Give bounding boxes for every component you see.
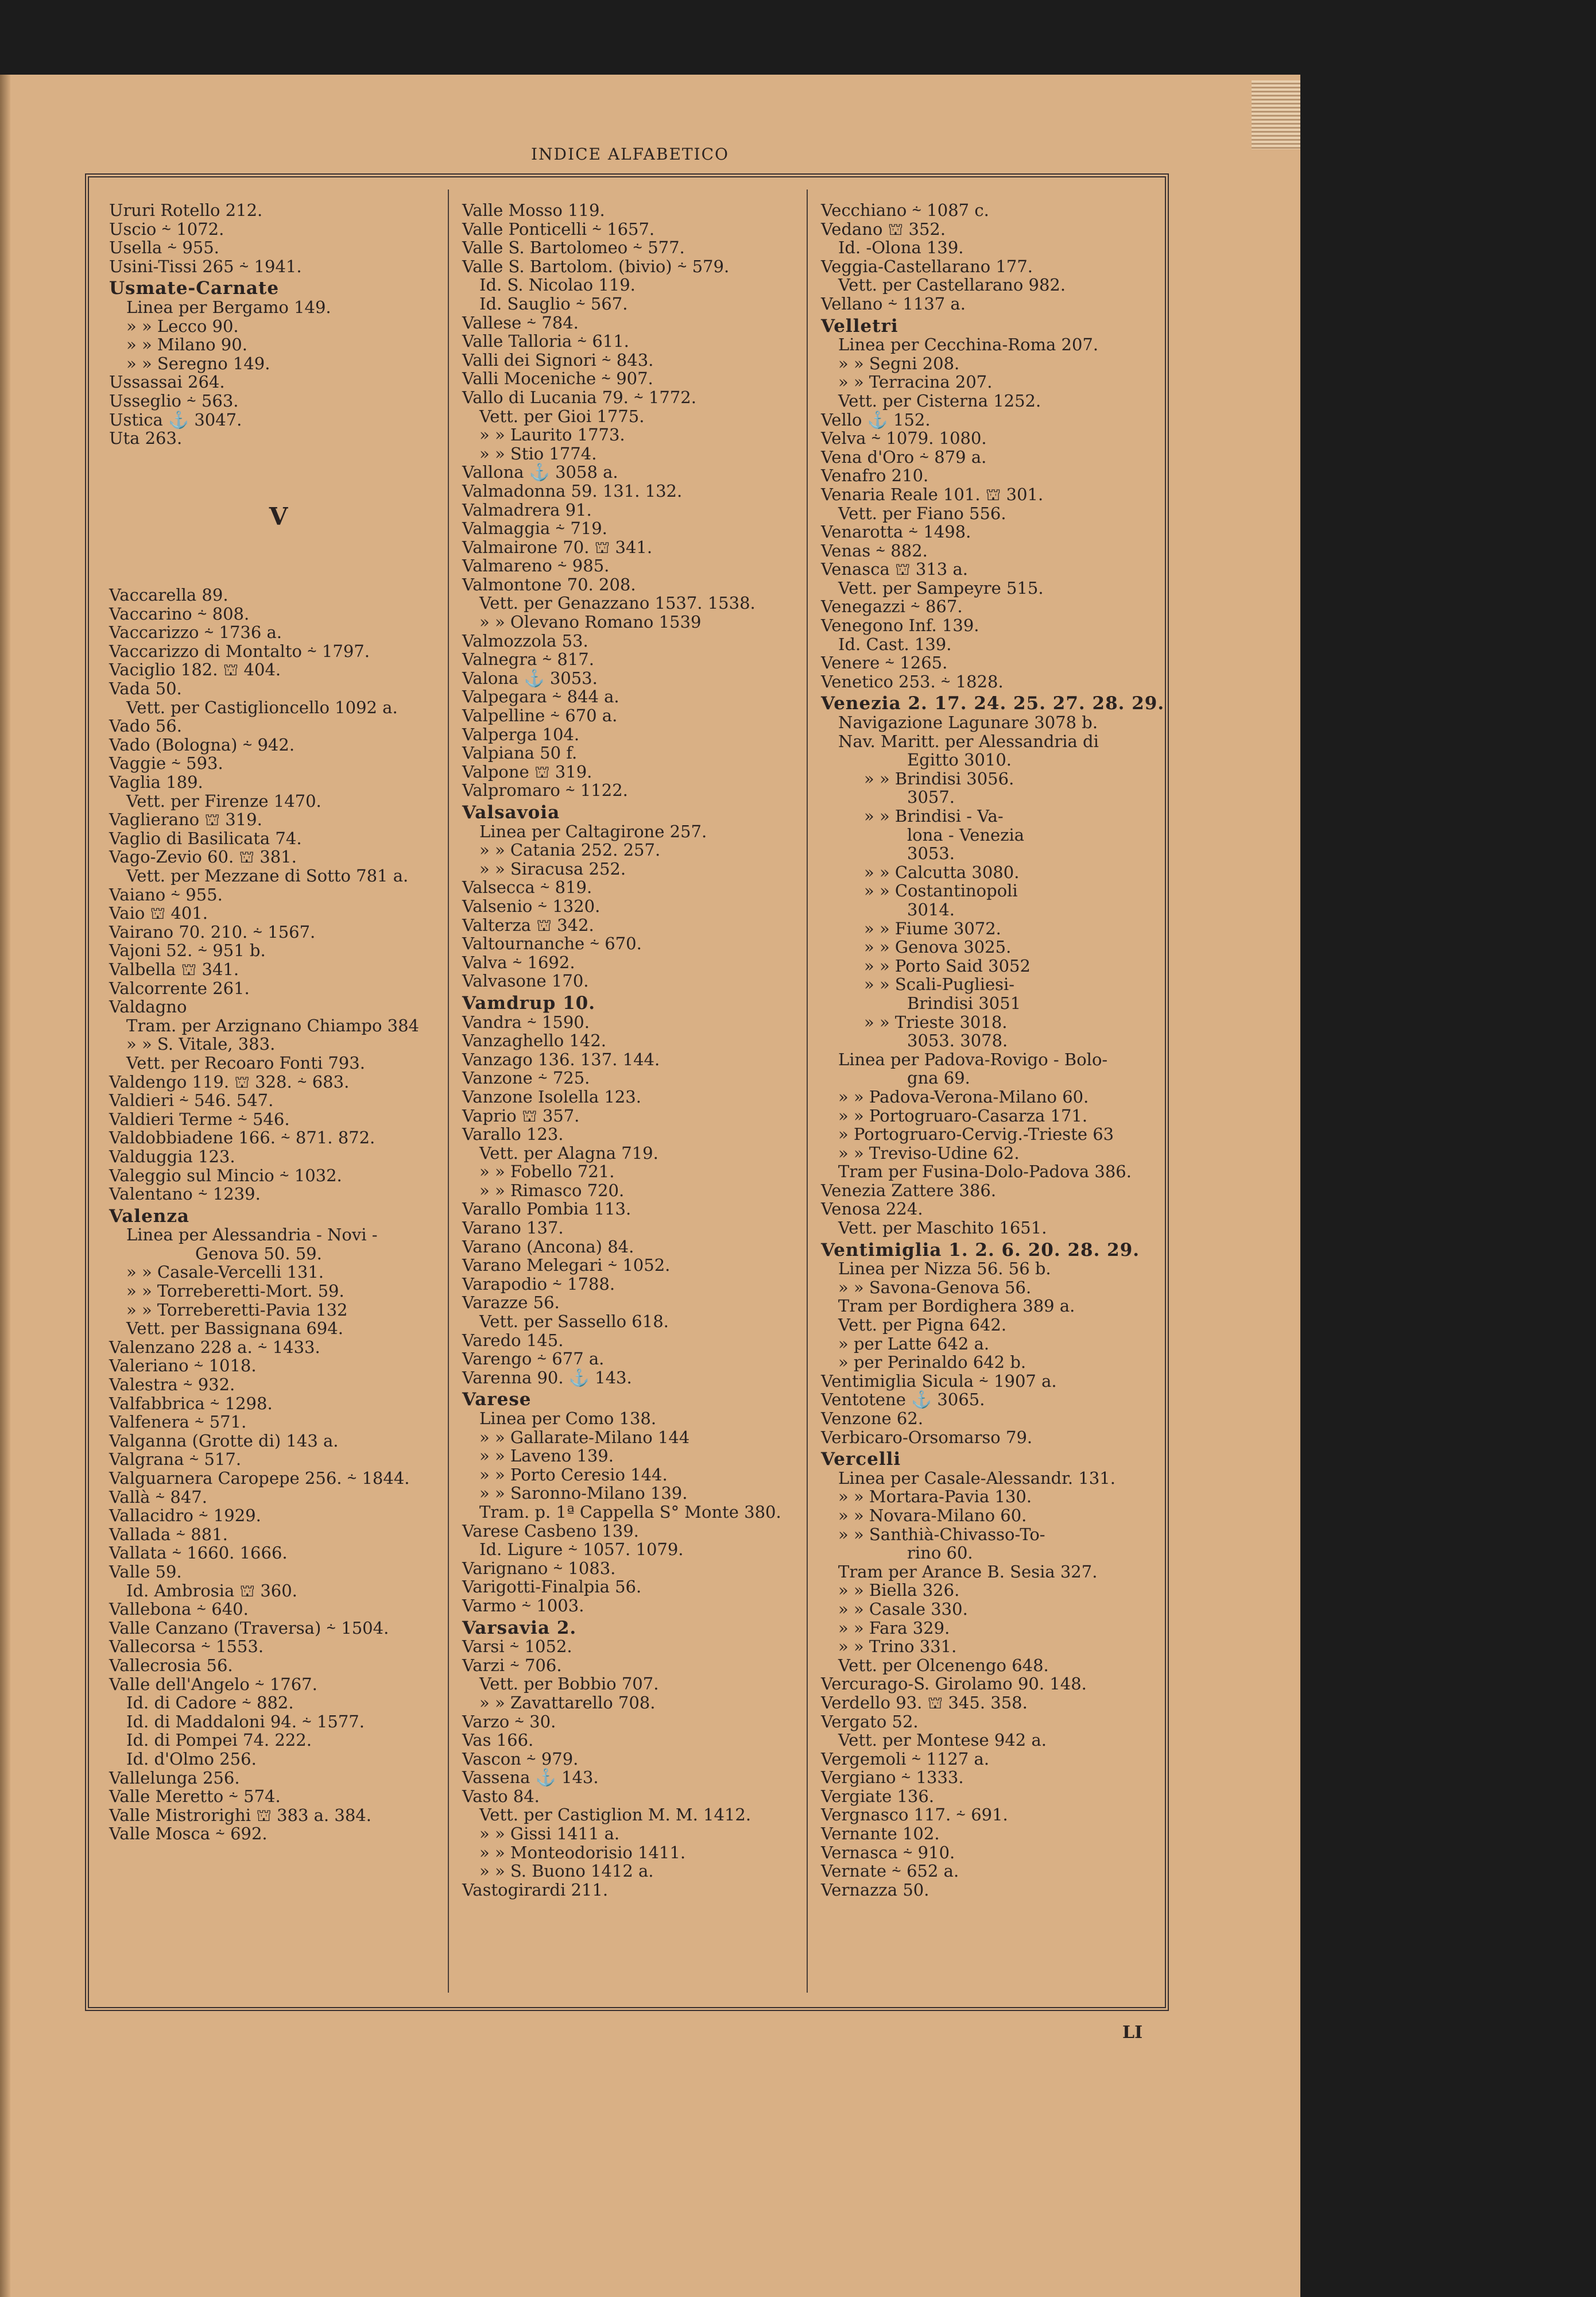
- index-entry: V: [269, 502, 288, 531]
- index-entry: Venezia Zattere 386.: [821, 1180, 997, 1200]
- index-entry: Vallà ⸞ 847.: [109, 1487, 207, 1507]
- index-entry: Valli Moceniche ⸞ 907.: [462, 369, 653, 389]
- index-entry: Valle Talloria ⸞ 611.: [462, 331, 629, 351]
- index-entry: Id. Ligure ⸞ 1057. 1079.: [479, 1540, 684, 1560]
- index-entry: Vernate ⸞ 652 a.: [821, 1861, 959, 1881]
- index-entry: » » Porto Ceresio 144.: [479, 1464, 668, 1484]
- index-entry: Vaiano ⸞ 955.: [109, 884, 223, 904]
- page-number: LI: [1122, 2023, 1143, 2043]
- index-entry: Valpegara ⸞ 844 a.: [462, 687, 619, 707]
- index-entry: » » Portogruaro-Casarza 171.: [838, 1105, 1088, 1126]
- index-entry: » » Fara 329.: [838, 1618, 950, 1638]
- index-entry: Vett. per Castellarano 982.: [838, 275, 1066, 295]
- index-entry: Verdello 93. ⛫ 345. 358.: [821, 1692, 1028, 1712]
- section-heading: Venezia 2. 17. 24. 25. 27. 28. 29.: [821, 693, 1165, 714]
- index-entry: Vecchiano ⸞ 1087 c.: [821, 200, 989, 220]
- index-entry: 3053.: [907, 844, 955, 864]
- index-entry: lona - Venezia: [907, 825, 1025, 845]
- index-entry: Varenna 90. ⚓ 143.: [462, 1367, 632, 1387]
- index-entry: Venasca ⛫ 313 a.: [821, 559, 968, 579]
- index-entry: » » Lecco 90.: [126, 316, 239, 336]
- index-entry: gna 69.: [907, 1068, 970, 1088]
- index-entry: Vada 50.: [109, 679, 182, 699]
- index-entry: Egitto 3010.: [907, 750, 1012, 770]
- index-entry: Vett. per Alagna 719.: [479, 1143, 658, 1163]
- index-entry: Vett. per Sampeyre 515.: [838, 578, 1044, 598]
- index-entry: Vassena ⚓ 143.: [462, 1768, 599, 1788]
- index-entry: Varese Casbeno 139.: [462, 1521, 639, 1541]
- index-entry: Vallata ⸞ 1660. 1666.: [109, 1543, 288, 1563]
- index-entry: Vett. per Castiglioncello 1092 a.: [126, 697, 398, 717]
- index-entry: [109, 466, 448, 485]
- index-entry: [109, 548, 448, 567]
- index-entry: Linea per Padova-Rovigo - Bolo-: [838, 1049, 1108, 1069]
- index-entry: Usella ⸞ 955.: [109, 238, 219, 258]
- index-entry: Vett. per Olcenengo 648.: [838, 1655, 1049, 1675]
- index-entry: Vett. per Maschito 1651.: [838, 1218, 1047, 1238]
- index-entry: Linea per Casale-Alessandr. 131.: [838, 1468, 1115, 1488]
- index-entry: Vago-Zevio 60. ⛫ 381.: [109, 847, 297, 867]
- index-entry: Venetico 253. ⸞ 1828.: [821, 671, 1004, 691]
- index-entry: » » Gissi 1411 a.: [479, 1824, 620, 1844]
- index-entry: » » Treviso-Udine 62.: [838, 1143, 1020, 1163]
- index-entry: Valva ⸞ 1692.: [462, 952, 575, 972]
- index-entry: Venaria Reale 101. ⛫ 301.: [821, 484, 1044, 504]
- index-entry: Vett. per Montese 942 a.: [838, 1730, 1047, 1750]
- index-entry: Varigotti-Finalpia 56.: [462, 1577, 642, 1597]
- index-entry: Vett. per Sassello 618.: [479, 1312, 669, 1332]
- index-entry: » » Segni 208.: [838, 353, 960, 373]
- index-entry: Tram per Arance B. Sesia 327.: [838, 1561, 1098, 1581]
- index-entry: » » Padova-Verona-Milano 60.: [838, 1086, 1089, 1107]
- index-entry: Ussassai 264.: [109, 372, 225, 392]
- index-entry: Venarotta ⸞ 1498.: [821, 522, 971, 542]
- index-entry: Ururi Rotello 212.: [109, 200, 263, 220]
- index-entry: Ustica ⚓ 3047.: [109, 409, 242, 430]
- index-entry: Vanzone ⸞ 725.: [462, 1068, 590, 1088]
- index-column-2: [462, 201, 801, 1899]
- section-heading: Varsavia 2.: [462, 1617, 577, 1638]
- index-entry: Valeggio sul Mincio ⸞ 1032.: [109, 1165, 342, 1185]
- index-entry: Vaccarizzo ⸞ 1736 a.: [109, 622, 282, 643]
- index-entry: Varsi ⸞ 1052.: [462, 1637, 572, 1657]
- index-entry: [109, 567, 448, 586]
- index-entry: » » Novara-Milano 60.: [838, 1505, 1027, 1525]
- index-entry: Usini-Tissi 265 ⸞ 1941.: [109, 256, 302, 276]
- index-entry: » » Brindisi 3056.: [864, 768, 1014, 788]
- index-entry: » » Trieste 3018.: [864, 1012, 1008, 1032]
- index-entry: Varallo Pombia 113.: [462, 1199, 632, 1219]
- index-entry: » Portogruaro-Cervig.-Trieste 63: [838, 1124, 1114, 1144]
- index-entry: Vett. per Cisterna 1252.: [838, 390, 1041, 411]
- index-entry: Valtournanche ⸞ 670.: [462, 934, 642, 954]
- index-entry: » per Perinaldo 642 b.: [838, 1352, 1026, 1372]
- index-entry: Vett. per Genazzano 1537. 1538.: [479, 593, 756, 613]
- index-entry: Navigazione Lagunare 3078 b.: [838, 713, 1098, 733]
- index-entry: Valle S. Bartolomeo ⸞ 577.: [462, 238, 685, 258]
- index-entry: Vaio ⛫ 401.: [109, 903, 208, 923]
- index-entry: » » Genova 3025.: [864, 937, 1012, 957]
- index-entry: Varazze 56.: [462, 1293, 560, 1313]
- index-entry: Varedo 145.: [462, 1330, 564, 1350]
- index-entry: Vernasca ⸞ 910.: [821, 1842, 955, 1862]
- index-entry: Vallecorsa ⸞ 1553.: [109, 1637, 264, 1657]
- index-entry: » » S. Buono 1412 a.: [479, 1861, 654, 1881]
- index-entry: Valmaggia ⸞ 719.: [462, 519, 607, 539]
- index-entry: Vellano ⸞ 1137 a.: [821, 293, 966, 314]
- index-entry: Vello ⚓ 152.: [821, 409, 931, 430]
- index-entry: Varapodio ⸞ 1788.: [462, 1274, 615, 1294]
- index-entry: Brindisi 3051: [907, 993, 1021, 1013]
- index-entry: Vergemoli ⸞ 1127 a.: [821, 1749, 990, 1769]
- index-entry: Tram per Fusina-Dolo-Padova 386.: [838, 1162, 1132, 1182]
- index-entry: Vett. per Firenze 1470.: [126, 791, 321, 811]
- index-entry: Vascon ⸞ 979.: [462, 1749, 579, 1769]
- column-separator: [448, 190, 449, 1993]
- index-entry: » » Rimasco 720.: [479, 1180, 625, 1200]
- index-entry: Valbella ⛫ 341.: [109, 959, 239, 979]
- index-entry: » » Porto Said 3052: [864, 956, 1031, 976]
- section-heading: Vercelli: [821, 1449, 901, 1470]
- index-entry: Valdieri Terme ⸞ 546.: [109, 1109, 290, 1129]
- index-entry: » » Savona-Genova 56.: [838, 1277, 1032, 1297]
- index-entry: » » Torreberetti-Pavia 132: [126, 1300, 348, 1320]
- index-entry: Vaccarizzo di Montalto ⸞ 1797.: [109, 641, 370, 661]
- index-entry: » » Laveno 139.: [479, 1446, 614, 1466]
- index-entry: 3057.: [907, 787, 955, 807]
- section-heading: Varese: [462, 1389, 532, 1410]
- index-entry: Vergato 52.: [821, 1711, 919, 1731]
- index-entry: Tram. p. 1ª Cappella S° Monte 380.: [479, 1502, 781, 1522]
- index-entry: » » Monteodorisio 1411.: [479, 1842, 686, 1862]
- index-entry: Valvasone 170.: [462, 971, 589, 991]
- index-entry: Valdieri ⸞ 546. 547.: [109, 1091, 274, 1111]
- index-entry: Valperga 104.: [462, 724, 580, 744]
- index-entry: Valduggia 123.: [109, 1146, 235, 1166]
- section-heading: Valenza: [109, 1205, 190, 1227]
- index-entry: Valguarnera Caropepe 256. ⸞ 1844.: [109, 1468, 410, 1488]
- index-entry: » » Costantinopoli: [864, 881, 1018, 901]
- index-entry: Valle 59.: [109, 1561, 182, 1581]
- index-entry: Tram per Bordighera 389 a.: [838, 1296, 1075, 1316]
- index-entry: Veggia-Castellarano 177.: [821, 256, 1033, 276]
- index-entry: Vett. per Bobbio 707.: [479, 1674, 659, 1694]
- index-entry: » » Trino 331.: [838, 1637, 957, 1657]
- index-entry: Valnegra ⸞ 817.: [462, 649, 594, 670]
- index-entry: Valle S. Bartolom. (bivio) ⸞ 579.: [462, 256, 730, 276]
- index-entry: Varengo ⸞ 677 a.: [462, 1349, 605, 1369]
- index-entry: Venzone 62.: [821, 1409, 924, 1428]
- index-entry: » » Scali-Pugliesi-: [864, 975, 1015, 995]
- index-entry: Valfabbrica ⸞ 1298.: [109, 1393, 273, 1413]
- index-entry: Varallo 123.: [462, 1124, 564, 1144]
- index-entry: Vaglierano ⛫ 319.: [109, 810, 262, 830]
- index-entry: Vett. per Gioi 1775.: [479, 406, 645, 426]
- index-entry: Vett. per Bassignana 694.: [126, 1318, 343, 1339]
- index-entry: Valmadrera 91.: [462, 500, 592, 520]
- index-entry: Vergnasco 117. ⸞ 691.: [821, 1805, 1008, 1825]
- index-entry: 3053. 3078.: [907, 1031, 1008, 1051]
- index-entry: » » Santhià-Chivasso-To-: [838, 1524, 1045, 1544]
- index-entry: Vado 56.: [109, 716, 182, 736]
- index-entry: Linea per Bergamo 149.: [126, 297, 331, 317]
- index-entry: Vasto 84.: [462, 1786, 540, 1806]
- index-entry: Vaccarella 89.: [109, 585, 228, 605]
- index-entry: [109, 448, 448, 467]
- index-entry: Valli dei Signori ⸞ 843.: [462, 350, 654, 370]
- index-entry: Valmadonna 59. 131. 132.: [462, 481, 683, 501]
- index-entry: Id. -Olona 139.: [838, 238, 964, 258]
- index-entry: Venas ⸞ 882.: [821, 540, 928, 560]
- index-entry: » » Zavattarello 708.: [479, 1692, 656, 1712]
- index-entry: Varano 137.: [462, 1218, 564, 1238]
- index-entry: » » Olevano Romano 1539: [479, 612, 702, 632]
- index-entry: » » Casale-Vercelli 131.: [126, 1262, 324, 1282]
- index-entry: Valmareno ⸞ 985.: [462, 556, 610, 576]
- index-entry: Linea per Como 138.: [479, 1409, 657, 1428]
- index-entry: Valpiana 50 f.: [462, 743, 578, 763]
- page-edges: [1252, 80, 1300, 149]
- index-entry: Valterza ⛫ 342.: [462, 915, 594, 935]
- index-entry: Valona ⚓ 3053.: [462, 668, 598, 688]
- index-entry: Valgrana ⸞ 517.: [109, 1449, 242, 1470]
- index-entry: Vaccarino ⸞ 808.: [109, 604, 250, 624]
- index-entry: Tram. per Arzignano Chiampo 384: [126, 1015, 420, 1035]
- index-entry: Valsenio ⸞ 1320.: [462, 896, 601, 916]
- index-entry: Vandra ⸞ 1590.: [462, 1012, 590, 1032]
- index-entry: Vanzone Isolella 123.: [462, 1086, 641, 1107]
- index-entry: Id. di Pompei 74. 222.: [126, 1730, 312, 1750]
- index-entry: Velva ⸞ 1079. 1080.: [821, 428, 987, 448]
- index-column-3: [821, 200, 1165, 1900]
- index-entry: Venegono Inf. 139.: [821, 616, 979, 636]
- index-entry: Vallo di Lucania 79. ⸞ 1772.: [462, 387, 696, 407]
- index-entry: » » Stio 1774.: [479, 443, 597, 463]
- index-entry: Vaglia 189.: [109, 772, 203, 792]
- index-entry: Vernante 102.: [821, 1824, 940, 1844]
- index-entry: Venafro 210.: [821, 466, 929, 486]
- index-entry: » » Brindisi - Va-: [864, 806, 1004, 826]
- index-entry: Valeriano ⸞ 1018.: [109, 1356, 257, 1376]
- index-entry: Vaggie ⸞ 593.: [109, 753, 223, 774]
- index-entry: Vallecrosia 56.: [109, 1655, 233, 1675]
- index-entry: Vaprio ⛫ 357.: [462, 1105, 580, 1126]
- index-entry: » » S. Vitale, 383.: [126, 1034, 276, 1054]
- index-entry: Vena d'Oro ⸞ 879 a.: [821, 447, 987, 467]
- index-entry: Valle dell'Angelo ⸞ 1767.: [109, 1674, 317, 1694]
- index-entry: » » Laurito 1773.: [479, 425, 625, 445]
- index-entry: Vett. per Castiglion M. M. 1412.: [479, 1805, 751, 1825]
- index-entry: Id. S. Nicolao 119.: [479, 275, 636, 295]
- index-entry: Ventotene ⚓ 3065.: [821, 1390, 985, 1410]
- index-entry: Valganna (Grotte di) 143 a.: [109, 1430, 339, 1451]
- index-entry: Vairano 70. 210. ⸞ 1567.: [109, 922, 316, 942]
- index-entry: Vallacidro ⸞ 1929.: [109, 1506, 261, 1526]
- index-entry: Linea per Alessandria - Novi -: [126, 1225, 378, 1245]
- index-entry: » » Seregno 149.: [126, 353, 270, 373]
- index-entry: » » Siracusa 252.: [479, 859, 626, 879]
- index-entry: Vajoni 52. ⸞ 951 b.: [109, 941, 266, 961]
- index-entry: » » Casale 330.: [838, 1599, 968, 1619]
- index-entry: Uscio ⸞ 1072.: [109, 219, 224, 239]
- index-entry: Vergiano ⸞ 1333.: [821, 1768, 964, 1788]
- index-entry: » » Fobello 721.: [479, 1162, 615, 1182]
- index-entry: » » Fiume 3072.: [864, 918, 1001, 938]
- index-entry: Valle Mistrorighi ⛫ 383 a. 384.: [109, 1805, 371, 1825]
- index-entry: Vercurago-S. Girolamo 90. 148.: [821, 1674, 1087, 1694]
- index-entry: Vett. per Mezzane di Sotto 781 a.: [126, 866, 409, 885]
- index-entry: » » Milano 90.: [126, 335, 247, 355]
- index-entry: Venere ⸞ 1265.: [821, 653, 948, 673]
- index-entry: » » Mortara-Pavia 130.: [838, 1487, 1032, 1507]
- index-entry: Venegazzi ⸞ 867.: [821, 597, 963, 617]
- index-entry: rino 60.: [907, 1543, 973, 1563]
- index-entry: Vanzago 136. 137. 144.: [462, 1049, 660, 1069]
- index-entry: Vett. per Recoaro Fonti 793.: [126, 1053, 365, 1073]
- index-entry: Vedano ⛫ 352.: [821, 219, 946, 239]
- index-entry: Nav. Maritt. per Alessandria di: [838, 731, 1099, 751]
- index-entry: Id. Ambrosia ⛫ 360.: [126, 1580, 297, 1600]
- section-heading: Valsavoia: [462, 802, 560, 823]
- index-entry: Ventimiglia Sicula ⸞ 1907 a.: [821, 1371, 1057, 1391]
- index-entry: Valle Canzano (Traversa) ⸞ 1504.: [109, 1618, 389, 1638]
- index-entry: Vergiate 136.: [821, 1786, 935, 1806]
- index-entry: Valestra ⸞ 932.: [109, 1375, 235, 1395]
- index-entry: Valfenera ⸞ 571.: [109, 1412, 247, 1432]
- index-entry: Varano (Ancona) 84.: [462, 1236, 634, 1256]
- index-entry: » » Saronno-Milano 139.: [479, 1483, 688, 1503]
- page-header: INDICE ALFABETICO: [531, 145, 729, 164]
- index-entry: » » Biella 326.: [838, 1580, 960, 1600]
- section-heading: Usmate-Carnate: [109, 278, 280, 299]
- index-entry: Vas 166.: [462, 1730, 534, 1750]
- index-entry: Vett. per Pigna 642.: [838, 1315, 1007, 1335]
- index-entry: Verbicaro-Orsomarso 79.: [821, 1427, 1033, 1447]
- index-entry: Varzo ⸞ 30.: [462, 1711, 556, 1731]
- index-entry: Id. di Maddaloni 94. ⸞ 1577.: [126, 1711, 365, 1731]
- index-entry: Linea per Nizza 56. 56 b.: [838, 1259, 1051, 1279]
- index-entry: Id. di Cadore ⸞ 882.: [126, 1693, 294, 1713]
- index-entry: Id. Sauglio ⸞ 567.: [479, 293, 628, 314]
- index-entry: Vaciglio 182. ⛫ 404.: [109, 660, 281, 680]
- index-entry: Id. d'Olmo 256.: [126, 1749, 257, 1769]
- index-entry: 3014.: [907, 899, 955, 919]
- index-entry: Vallese ⸞ 784.: [462, 312, 579, 332]
- index-entry: » » Catania 252. 257.: [479, 840, 661, 860]
- index-entry: Vett. per Fiano 556.: [838, 503, 1006, 523]
- index-entry: Valmairone 70. ⛫ 341.: [462, 537, 653, 557]
- index-entry: Valpelline ⸞ 670 a.: [462, 706, 618, 726]
- index-entry: Valmontone 70. 208.: [462, 574, 636, 594]
- index-entry: » » Torreberetti-Mort. 59.: [126, 1281, 344, 1301]
- index-entry: Valsecca ⸞ 819.: [462, 877, 592, 898]
- index-entry: Vastogirardi 211.: [462, 1880, 609, 1900]
- index-entry: Vaglio di Basilicata 74.: [109, 828, 302, 848]
- index-entry: Valle Meretto ⸞ 574.: [109, 1786, 281, 1807]
- index-entry: Valenzano 228 a. ⸞ 1433.: [109, 1337, 320, 1357]
- column-separator: [807, 190, 808, 1993]
- index-entry: Usseglio ⸞ 563.: [109, 390, 239, 411]
- index-entry: Valpone ⛫ 319.: [462, 761, 592, 782]
- index-entry: Valdobbiadene 166. ⸞ 871. 872.: [109, 1128, 375, 1148]
- index-entry: Valmozzola 53.: [462, 631, 588, 651]
- index-entry: » » Terracina 207.: [838, 372, 993, 392]
- index-entry: Vado (Bologna) ⸞ 942.: [109, 734, 295, 755]
- index-entry: Vernazza 50.: [821, 1880, 929, 1900]
- index-entry: Vallona ⚓ 3058 a.: [462, 462, 618, 482]
- index-entry: Valdengo 119. ⛫ 328. ⸞ 683.: [109, 1072, 350, 1092]
- index-entry: Uta 263.: [109, 428, 183, 448]
- index-entry: Varzi ⸞ 706.: [462, 1655, 562, 1675]
- index-entry: Vanzaghello 142.: [462, 1031, 607, 1051]
- section-heading: Vamdrup 10.: [462, 992, 596, 1014]
- section-heading: Velletri: [821, 315, 898, 337]
- index-entry: Valpromaro ⸞ 1122.: [462, 780, 628, 801]
- index-entry: Valcorrente 261.: [109, 978, 250, 998]
- index-entry: Linea per Caltagirone 257.: [479, 821, 707, 841]
- index-entry: Linea per Cecchina-Roma 207.: [838, 335, 1099, 355]
- index-entry: Vallada ⸞ 881.: [109, 1524, 228, 1544]
- index-entry: Genova 50. 59.: [195, 1243, 322, 1263]
- index-column-1: [109, 201, 448, 1843]
- index-entry: Vallelunga 256.: [109, 1768, 240, 1788]
- index-entry: Valle Mosca ⸞ 692.: [109, 1824, 268, 1844]
- index-entry: Varmo ⸞ 1003.: [462, 1595, 584, 1615]
- index-entry: Venosa 224.: [821, 1199, 923, 1219]
- index-entry: » per Latte 642 a.: [838, 1333, 990, 1354]
- index-entry: Id. Cast. 139.: [838, 634, 952, 654]
- index-entry: Valle Ponticelli ⸞ 1657.: [462, 219, 655, 239]
- index-entry: Valle Mosso 119.: [462, 200, 605, 220]
- index-entry: Valentano ⸞ 1239.: [109, 1184, 261, 1204]
- index-entry: Varano Melegari ⸞ 1052.: [462, 1255, 671, 1275]
- index-entry: Varignano ⸞ 1083.: [462, 1558, 616, 1578]
- index-entry: » » Gallarate-Milano 144: [479, 1427, 690, 1447]
- index-entry: Vallebona ⸞ 640.: [109, 1599, 249, 1619]
- section-heading: Ventimiglia 1. 2. 6. 20. 28. 29.: [821, 1239, 1140, 1260]
- index-entry: » » Calcutta 3080.: [864, 862, 1020, 882]
- index-entry: Valdagno: [109, 997, 187, 1017]
